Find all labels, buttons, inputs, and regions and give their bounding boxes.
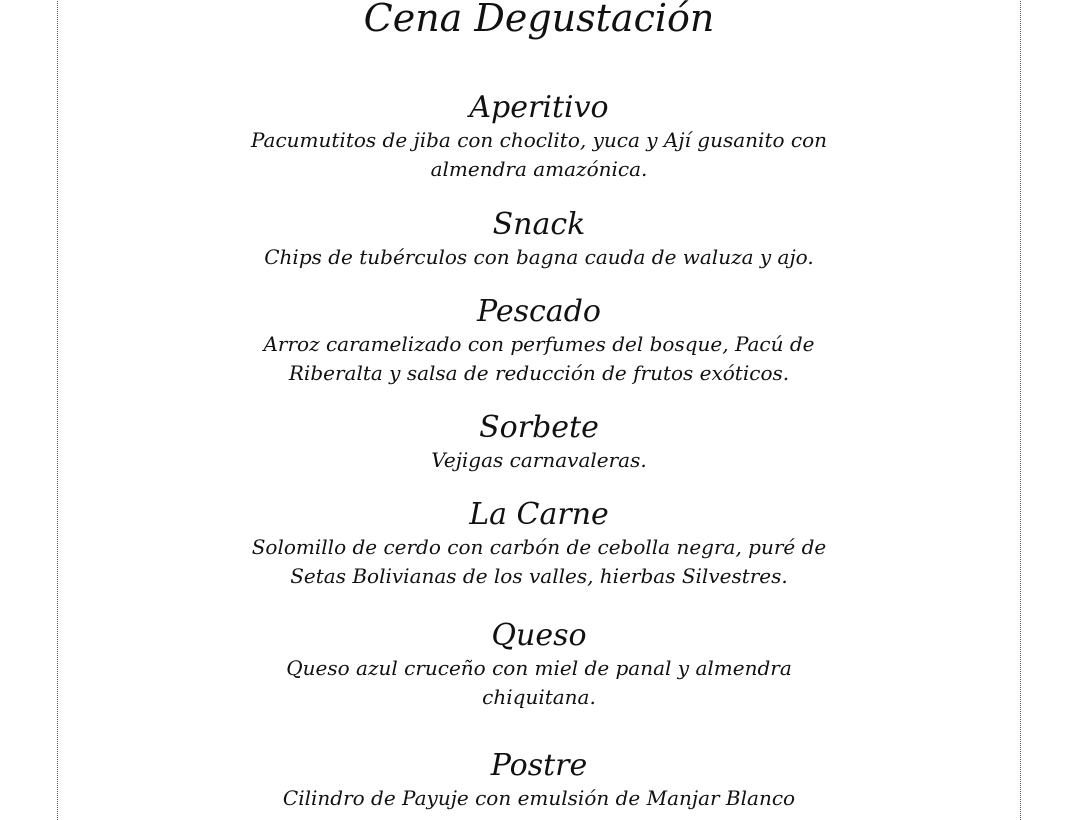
course-sorbete [58, 410, 1020, 475]
course-name: Sorbete [479, 410, 599, 445]
menu-title: Cena Degustación [363, 0, 715, 40]
course-name: Pescado [477, 294, 601, 329]
course-name: Queso [491, 618, 587, 653]
course-aperitivo [58, 90, 1020, 184]
course-description-line: Queso azul cruceño con miel de panal y almendra [286, 656, 792, 680]
course-name: Postre [490, 748, 588, 783]
course-pescado [58, 294, 1020, 388]
course-queso [58, 618, 1020, 712]
course-la-carne [58, 497, 1020, 591]
course-description-line: Chips de tubérculos con bagna cauda de waluza y ajo. [264, 245, 814, 269]
course-description-line: Solomillo de cerdo con carbón de cebolla negra, puré de [251, 535, 827, 559]
course-description-line: Riberalta y salsa de reducción de frutos exóticos. [288, 361, 790, 385]
course-description-line: Arroz caramelizado con perfumes del bosque, Pacú de [263, 332, 815, 356]
course-description-line: chiquitana. [482, 685, 596, 709]
course-snack [58, 207, 1020, 272]
course-description-line: Pacumutitos de jiba con choclito, yuca y Ají gusanito con [250, 128, 828, 152]
course-name: Aperitivo [469, 90, 609, 125]
course-description-line: Cilindro de Payuje con emulsión de Manjar Blanco [282, 786, 796, 810]
course-description-line: Setas Bolivianas de los valles, hierbas Silvestres. [290, 564, 788, 588]
course-description-line: almendra amazónica. [430, 157, 648, 181]
course-description-line: Vejigas carnavaleras. [431, 448, 647, 472]
course-postre [58, 748, 1020, 813]
menu-page [57, 0, 1021, 820]
course-name: La Carne [469, 497, 609, 532]
course-name: Snack [492, 207, 586, 242]
